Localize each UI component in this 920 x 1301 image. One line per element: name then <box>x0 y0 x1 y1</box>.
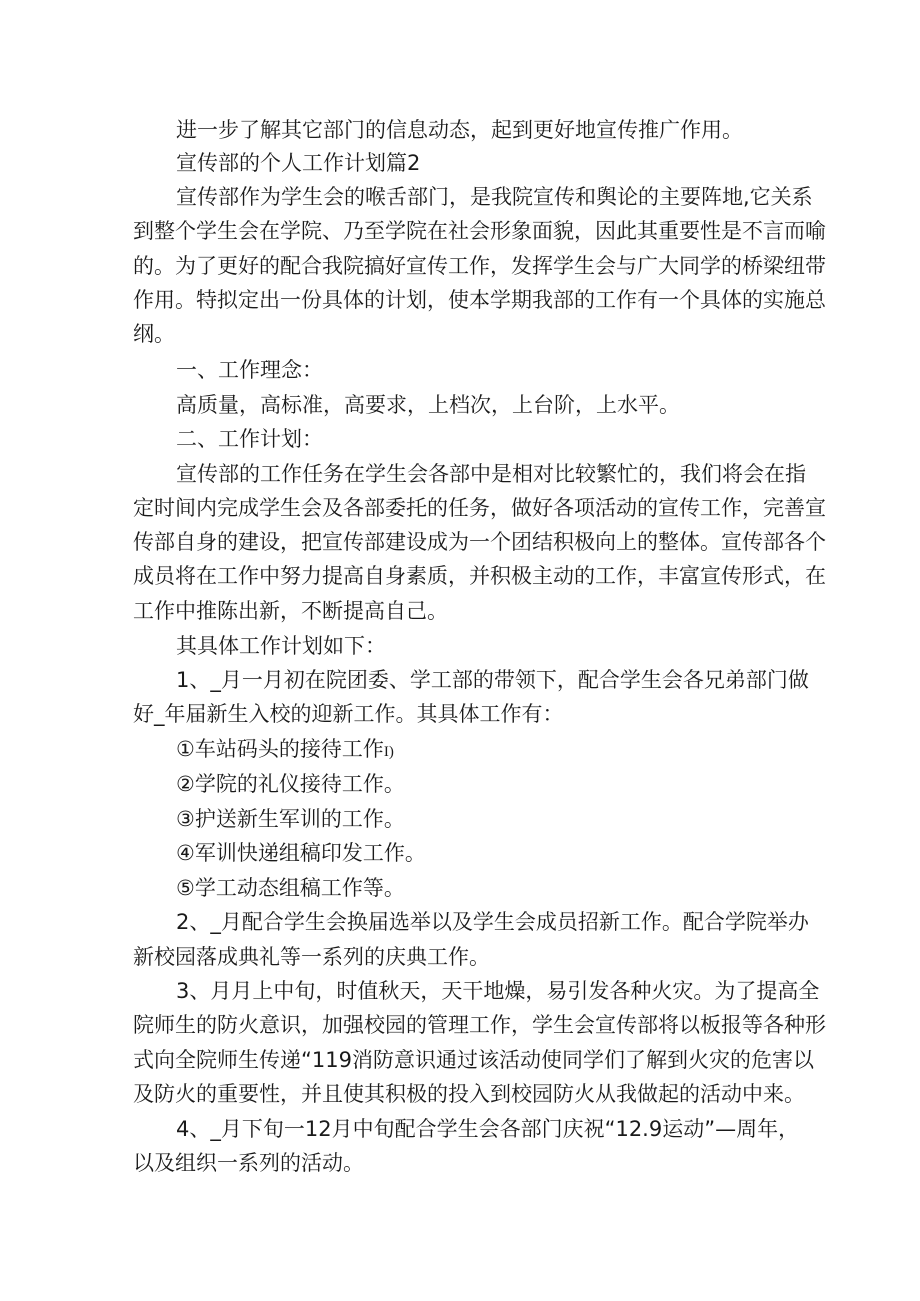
item-2-line-1: 2、_月配合学生会换届选举以及学生会成员招新工作。配合学院举办 <box>176 910 809 934</box>
plan-line-3: 传部自身的建设，把宣传部建设成为一个团结积极向上的整体。宣传部各个 <box>133 530 826 554</box>
heading-work-philosophy: 一、工作理念： <box>176 358 323 382</box>
specific-plan-heading: 其具体工作计划如下： <box>176 634 386 658</box>
subitem-5: ⑤学工动态组稿工作等。 <box>176 876 405 900</box>
intro-line-3: 的。为了更好的配合我院搞好宣传工作，发挥学生会与广大同学的桥梁纽带 <box>133 254 826 278</box>
subitem-2: ②学院的礼仪接待工作。 <box>176 772 405 796</box>
item-2-line-2: 新校园落成典礼等一系列的庆典工作。 <box>133 945 490 969</box>
section-heading-plan-2: 宣传部的个人工作计划篇2 <box>176 151 421 175</box>
subitem-3: ③护送新生军训的工作。 <box>176 807 405 831</box>
subitem-1-suffix: I) <box>383 744 394 760</box>
item-1-line-1: 1、_月一月初在院团委、学工部的带领下，配合学生会各兄弟部门做 <box>176 668 809 692</box>
item-3-line-1: 3、月月上中旬，时值秋天，天干地燥，易引发各种火灾。为了提高全 <box>176 979 820 1003</box>
paragraph-line-1: 进一步了解其它部门的信息动态，起到更好地宣传推广作用。 <box>176 118 743 142</box>
work-philosophy-text: 高质量，高标准，高要求，上档次，上台阶，上水平。 <box>176 393 680 417</box>
intro-line-4: 作用。特拟定出一份具体的计划，使本学期我部的工作有一个具体的实施总 <box>133 288 826 312</box>
subitem-1-text: ①车站码头的接待工作 <box>176 737 384 761</box>
intro-line-5: 纲。 <box>133 322 175 346</box>
item-4-line-1: 4、_月下旬一12月中旬配合学生会各部门庆祝“12.9运动”—周年， <box>176 1117 800 1141</box>
item-3-line-2: 院师生的防火意识，加强校园的管理工作，学生会宣传部将以板报等各种形 <box>133 1013 826 1037</box>
plan-line-4: 成员将在工作中努力提高自身素质，并积极主动的工作，丰富宣传形式，在 <box>133 564 826 588</box>
item-1-line-2: 好_年届新生入校的迎新工作。其具体工作有： <box>133 702 564 726</box>
intro-line-1: 宣传部作为学生会的喉舌部门，是我院宣传和舆论的主要阵地,它关系 <box>176 185 813 209</box>
subitem-4: ④军训快递组稿印发工作。 <box>176 841 426 865</box>
intro-line-2: 到整个学生会在学院、乃至学院在社会形象面貌，因此其重要性是不言而喻 <box>133 219 826 243</box>
item-3-line-4: 及防火的重要性，并且使其积极的投入到校园防火从我做起的活动中来。 <box>133 1082 805 1106</box>
item-4-line-2: 以及组织一系列的活动。 <box>133 1151 364 1175</box>
plan-line-1: 宣传部的工作任务在学生会各部中是相对比较繁忙的，我们将会在指 <box>176 462 806 486</box>
plan-line-5: 工作中推陈出新，不断提高自己。 <box>133 599 448 623</box>
heading-work-plan: 二、工作计划： <box>176 427 323 451</box>
plan-line-2: 定时间内完成学生会及各部委托的任务，做好各项活动的宣传工作，完善宣 <box>133 496 826 520</box>
subitem-1 <box>176 734 394 767</box>
item-3-line-3: 式向全院师生传递“119消防意识通过该活动使同学们了解到火灾的危害以 <box>133 1048 814 1072</box>
